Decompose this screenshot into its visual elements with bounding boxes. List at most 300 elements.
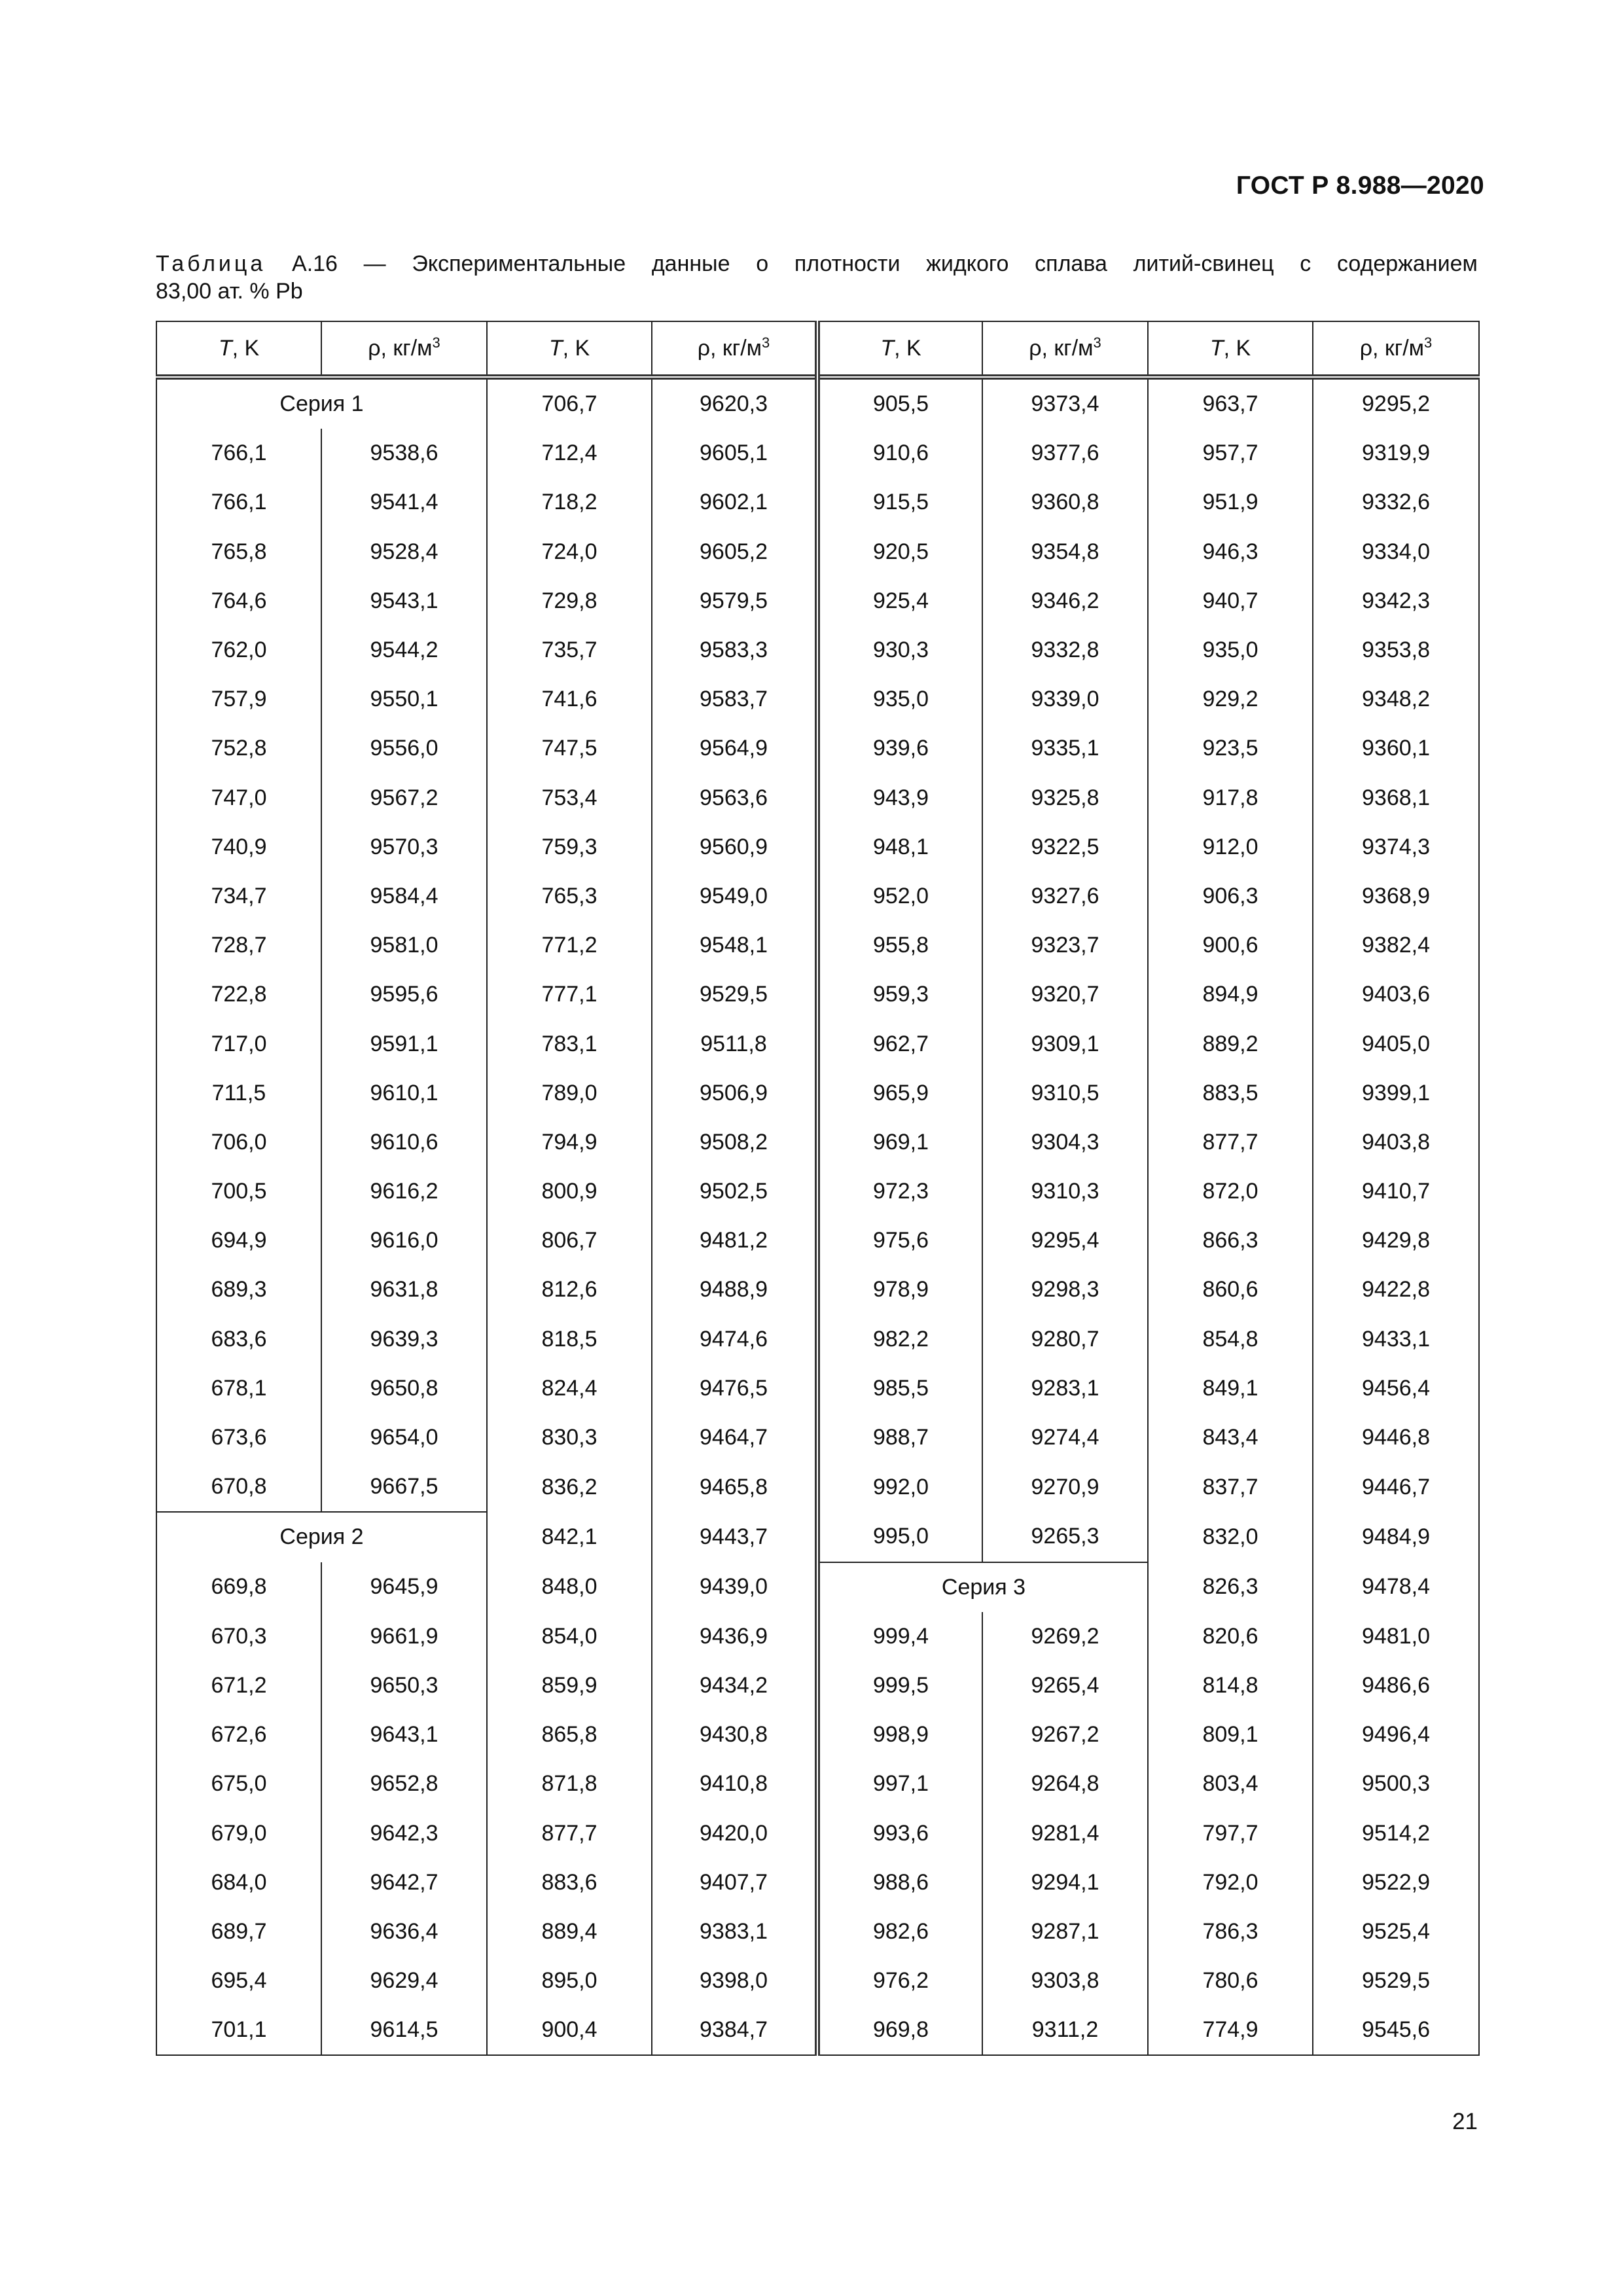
- density-cell: 9654,0: [321, 1413, 487, 1462]
- density-cell: 9591,1: [321, 1019, 487, 1068]
- temperature-cell: 935,0: [1148, 626, 1313, 675]
- temperature-cell: 849,1: [1148, 1364, 1313, 1413]
- density-cell: 9267,2: [982, 1710, 1148, 1759]
- temperature-cell: 912,0: [1148, 823, 1313, 872]
- temperature-cell: 999,4: [817, 1612, 982, 1661]
- temperature-cell: 830,3: [487, 1413, 652, 1462]
- density-cell: 9310,5: [982, 1069, 1148, 1118]
- temperature-cell: 988,6: [817, 1858, 982, 1907]
- density-cell: 9544,2: [321, 626, 487, 675]
- density-cell: 9570,3: [321, 823, 487, 872]
- temperature-cell: 905,5: [817, 377, 982, 429]
- density-cell: 9464,7: [652, 1413, 817, 1462]
- density-cell: 9327,6: [982, 872, 1148, 921]
- temperature-cell: 672,6: [156, 1710, 321, 1759]
- temperature-cell: 995,0: [817, 1512, 982, 1562]
- temperature-cell: 797,7: [1148, 1808, 1313, 1857]
- temperature-cell: 948,1: [817, 823, 982, 872]
- temperature-cell: 997,1: [817, 1759, 982, 1808]
- table-row: [156, 1512, 1479, 1562]
- table-row: [156, 1462, 1479, 1512]
- temperature-cell: 766,1: [156, 429, 321, 478]
- column-header-density: ρ, $кг/м^3$: [652, 321, 817, 377]
- temperature-cell: 679,0: [156, 1808, 321, 1857]
- temperature-cell: 978,9: [817, 1265, 982, 1314]
- temperature-cell: 962,7: [817, 1019, 982, 1068]
- temperature-cell: 952,0: [817, 872, 982, 921]
- series-label: Серия 3: [817, 1562, 1148, 1612]
- temperature-cell: 883,6: [487, 1858, 652, 1907]
- temperature-cell: 969,1: [817, 1118, 982, 1167]
- caption-lead: Таблица: [156, 251, 266, 276]
- page-number: 21: [1452, 2109, 1478, 2134]
- table-row: [156, 429, 1479, 478]
- temperature-cell: 923,5: [1148, 724, 1313, 773]
- column-header-temperature: T, K: [487, 321, 652, 377]
- table-body: [156, 377, 1479, 2055]
- temperature-cell: 985,5: [817, 1364, 982, 1413]
- temperature-cell: 741,6: [487, 675, 652, 724]
- density-cell: 9325,8: [982, 774, 1148, 823]
- temperature-cell: 872,0: [1148, 1167, 1313, 1216]
- density-cell: 9549,0: [652, 872, 817, 921]
- temperature-cell: 836,2: [487, 1462, 652, 1512]
- temperature-cell: 683,6: [156, 1315, 321, 1364]
- temperature-cell: 820,6: [1148, 1612, 1313, 1661]
- density-cell: 9420,0: [652, 1808, 817, 1857]
- temperature-cell: 806,7: [487, 1216, 652, 1265]
- temperature-cell: 895,0: [487, 1956, 652, 2005]
- temperature-cell: 678,1: [156, 1364, 321, 1413]
- density-cell: 9528,4: [321, 528, 487, 577]
- temperature-cell: 752,8: [156, 724, 321, 773]
- table-row: [156, 1562, 1479, 1612]
- temperature-cell: 762,0: [156, 626, 321, 675]
- temperature-cell: 669,8: [156, 1562, 321, 1612]
- temperature-cell: 706,0: [156, 1118, 321, 1167]
- column-header-density: ρ, $кг/м^3$: [321, 321, 487, 377]
- table-row: [156, 1019, 1479, 1068]
- density-cell: 9579,5: [652, 577, 817, 626]
- temperature-cell: 783,1: [487, 1019, 652, 1068]
- caption-word: данные: [651, 251, 730, 276]
- density-cell: 9583,7: [652, 675, 817, 724]
- temperature-cell: 670,8: [156, 1462, 321, 1512]
- density-cell: 9309,1: [982, 1019, 1148, 1068]
- density-cell: 9652,8: [321, 1759, 487, 1808]
- caption-word: литий-свинец: [1133, 251, 1274, 276]
- density-cell: 9478,4: [1313, 1562, 1479, 1612]
- table-row: [156, 1661, 1479, 1710]
- temperature-cell: 900,6: [1148, 921, 1313, 970]
- density-cell: 9474,6: [652, 1315, 817, 1364]
- column-header-density: ρ, $кг/м^3$: [982, 321, 1148, 377]
- temperature-cell: 765,8: [156, 528, 321, 577]
- density-cell: 9481,0: [1313, 1612, 1479, 1661]
- temperature-cell: 837,7: [1148, 1462, 1313, 1512]
- density-cell: 9642,3: [321, 1808, 487, 1857]
- density-cell: 9334,0: [1313, 528, 1479, 577]
- temperature-cell: 955,8: [817, 921, 982, 970]
- density-cell: 9264,8: [982, 1759, 1148, 1808]
- density-cell: 9650,8: [321, 1364, 487, 1413]
- temperature-cell: 728,7: [156, 921, 321, 970]
- density-cell: 9645,9: [321, 1562, 487, 1612]
- table-row: [156, 1265, 1479, 1314]
- density-cell: 9529,5: [1313, 1956, 1479, 2005]
- table-row: [156, 1069, 1479, 1118]
- caption-dash: —: [363, 251, 386, 276]
- temperature-cell: 900,4: [487, 2005, 652, 2055]
- temperature-cell: 675,0: [156, 1759, 321, 1808]
- temperature-cell: 929,2: [1148, 675, 1313, 724]
- caption-line-1: [156, 250, 1478, 278]
- temperature-cell: 757,9: [156, 675, 321, 724]
- density-cell: 9614,5: [321, 2005, 487, 2055]
- density-cell: 9323,7: [982, 921, 1148, 970]
- density-cell: 9377,6: [982, 429, 1148, 478]
- temperature-cell: 972,3: [817, 1167, 982, 1216]
- density-cell: 9298,3: [982, 1265, 1148, 1314]
- density-cell: 9484,9: [1313, 1512, 1479, 1562]
- density-cell: 9446,8: [1313, 1413, 1479, 1462]
- density-cell: 9631,8: [321, 1265, 487, 1314]
- column-header-temperature: T, K: [156, 321, 321, 377]
- temperature-cell: 843,4: [1148, 1413, 1313, 1462]
- temperature-cell: 718,2: [487, 478, 652, 527]
- density-cell: 9368,9: [1313, 872, 1479, 921]
- density-cell: 9508,2: [652, 1118, 817, 1167]
- density-cell: 9399,1: [1313, 1069, 1479, 1118]
- temperature-cell: 988,7: [817, 1413, 982, 1462]
- temperature-cell: 889,2: [1148, 1019, 1313, 1068]
- caption-word: Экспериментальные: [412, 251, 626, 276]
- table-row: [156, 1612, 1479, 1661]
- table-row: [156, 626, 1479, 675]
- temperature-cell: 814,8: [1148, 1661, 1313, 1710]
- density-cell: 9476,5: [652, 1364, 817, 1413]
- temperature-cell: 969,8: [817, 2005, 982, 2055]
- temperature-cell: 812,6: [487, 1265, 652, 1314]
- density-cell: 9295,4: [982, 1216, 1148, 1265]
- caption-line-2: 83,00 ат. % Pb: [156, 279, 303, 304]
- density-cell: 9456,4: [1313, 1364, 1479, 1413]
- column-header-density: ρ, $кг/м^3$: [1313, 321, 1479, 377]
- density-cell: 9332,6: [1313, 478, 1479, 527]
- temperature-cell: 860,6: [1148, 1265, 1313, 1314]
- temperature-cell: 826,3: [1148, 1562, 1313, 1612]
- density-cell: 9584,4: [321, 872, 487, 921]
- temperature-cell: 824,4: [487, 1364, 652, 1413]
- density-cell: 9602,1: [652, 478, 817, 527]
- density-data-table: [156, 321, 1480, 2056]
- temperature-cell: 695,4: [156, 1956, 321, 2005]
- document-code: ГОСТ Р 8.988—2020: [1236, 171, 1484, 200]
- temperature-cell: 894,9: [1148, 970, 1313, 1019]
- temperature-cell: 883,5: [1148, 1069, 1313, 1118]
- density-cell: 9360,1: [1313, 724, 1479, 773]
- table-row: [156, 1118, 1479, 1167]
- density-cell: 9522,9: [1313, 1858, 1479, 1907]
- temperature-cell: 722,8: [156, 970, 321, 1019]
- temperature-cell: 684,0: [156, 1858, 321, 1907]
- density-cell: 9353,8: [1313, 626, 1479, 675]
- density-cell: 9374,3: [1313, 823, 1479, 872]
- density-cell: 9525,4: [1313, 1907, 1479, 1956]
- density-cell: 9433,1: [1313, 1315, 1479, 1364]
- temperature-cell: 777,1: [487, 970, 652, 1019]
- temperature-cell: 764,6: [156, 577, 321, 626]
- density-cell: 9502,5: [652, 1167, 817, 1216]
- table-row: [156, 921, 1479, 970]
- density-cell: 9610,1: [321, 1069, 487, 1118]
- density-cell: 9410,7: [1313, 1167, 1479, 1216]
- temperature-cell: 832,0: [1148, 1512, 1313, 1562]
- temperature-cell: 712,4: [487, 429, 652, 478]
- table-row: [156, 1413, 1479, 1462]
- density-cell: 9543,1: [321, 577, 487, 626]
- temperature-cell: 920,5: [817, 528, 982, 577]
- density-cell: 9443,7: [652, 1512, 817, 1562]
- temperature-cell: 800,9: [487, 1167, 652, 1216]
- temperature-cell: 729,8: [487, 577, 652, 626]
- density-cell: 9373,4: [982, 377, 1148, 429]
- table-row: [156, 1710, 1479, 1759]
- temperature-cell: 975,6: [817, 1216, 982, 1265]
- temperature-cell: 859,9: [487, 1661, 652, 1710]
- temperature-cell: 930,3: [817, 626, 982, 675]
- table-row: [156, 1167, 1479, 1216]
- density-cell: 9265,4: [982, 1661, 1148, 1710]
- density-cell: 9610,6: [321, 1118, 487, 1167]
- density-cell: 9567,2: [321, 774, 487, 823]
- temperature-cell: 780,6: [1148, 1956, 1313, 2005]
- density-cell: 9384,7: [652, 2005, 817, 2055]
- temperature-cell: 999,5: [817, 1661, 982, 1710]
- temperature-cell: 865,8: [487, 1710, 652, 1759]
- temperature-cell: 910,6: [817, 429, 982, 478]
- table-row: [156, 675, 1479, 724]
- table-row: [156, 774, 1479, 823]
- density-cell: 9283,1: [982, 1364, 1148, 1413]
- density-cell: 9629,4: [321, 1956, 487, 2005]
- density-cell: 9667,5: [321, 1462, 487, 1512]
- density-cell: 9560,9: [652, 823, 817, 872]
- density-cell: 9360,8: [982, 478, 1148, 527]
- temperature-cell: 963,7: [1148, 377, 1313, 429]
- temperature-cell: 711,5: [156, 1069, 321, 1118]
- density-cell: 9269,2: [982, 1612, 1148, 1661]
- temperature-cell: 753,4: [487, 774, 652, 823]
- density-cell: 9304,3: [982, 1118, 1148, 1167]
- temperature-cell: 935,0: [817, 675, 982, 724]
- temperature-cell: 670,3: [156, 1612, 321, 1661]
- density-cell: 9270,9: [982, 1462, 1148, 1512]
- temperature-cell: 809,1: [1148, 1710, 1313, 1759]
- density-cell: 9506,9: [652, 1069, 817, 1118]
- series-label: Серия 2: [156, 1512, 487, 1562]
- density-cell: 9496,4: [1313, 1710, 1479, 1759]
- temperature-cell: 717,0: [156, 1019, 321, 1068]
- density-cell: 9407,7: [652, 1858, 817, 1907]
- caption-word: о: [756, 251, 769, 276]
- density-cell: 9303,8: [982, 1956, 1148, 2005]
- density-cell: 9541,4: [321, 478, 487, 527]
- density-cell: 9280,7: [982, 1315, 1148, 1364]
- temperature-cell: 866,3: [1148, 1216, 1313, 1265]
- table-row: [156, 970, 1479, 1019]
- table-caption: [156, 250, 1478, 305]
- temperature-cell: 724,0: [487, 528, 652, 577]
- table-row: [156, 823, 1479, 872]
- table-row: [156, 1956, 1479, 2005]
- temperature-cell: 982,2: [817, 1315, 982, 1364]
- caption-word: содержанием: [1336, 251, 1478, 276]
- header-row: [156, 321, 1479, 377]
- density-cell: 9538,6: [321, 429, 487, 478]
- table-row: [156, 1216, 1479, 1265]
- density-cell: 9295,2: [1313, 377, 1479, 429]
- temperature-cell: 735,7: [487, 626, 652, 675]
- column-header-temperature: T, K: [1148, 321, 1313, 377]
- density-cell: 9550,1: [321, 675, 487, 724]
- temperature-cell: 818,5: [487, 1315, 652, 1364]
- density-cell: 9430,8: [652, 1710, 817, 1759]
- temperature-cell: 940,7: [1148, 577, 1313, 626]
- density-cell: 9322,5: [982, 823, 1148, 872]
- density-cell: 9564,9: [652, 724, 817, 773]
- density-cell: 9643,1: [321, 1710, 487, 1759]
- temperature-cell: 993,6: [817, 1808, 982, 1857]
- density-cell: 9265,3: [982, 1512, 1148, 1562]
- density-cell: 9339,0: [982, 675, 1148, 724]
- temperature-cell: 854,0: [487, 1612, 652, 1661]
- temperature-cell: 771,2: [487, 921, 652, 970]
- density-cell: 9556,0: [321, 724, 487, 773]
- density-cell: 9342,3: [1313, 577, 1479, 626]
- temperature-cell: 939,6: [817, 724, 982, 773]
- table-row: [156, 1907, 1479, 1956]
- density-cell: 9446,7: [1313, 1462, 1479, 1512]
- table-row: [156, 1858, 1479, 1907]
- density-cell: 9354,8: [982, 528, 1148, 577]
- density-cell: 9548,1: [652, 921, 817, 970]
- temperature-cell: 706,7: [487, 377, 652, 429]
- temperature-cell: 792,0: [1148, 1858, 1313, 1907]
- table-row: [156, 724, 1479, 773]
- table-row: [156, 577, 1479, 626]
- temperature-cell: 946,3: [1148, 528, 1313, 577]
- temperature-cell: 906,3: [1148, 872, 1313, 921]
- density-cell: 9383,1: [652, 1907, 817, 1956]
- temperature-cell: 673,6: [156, 1413, 321, 1462]
- temperature-cell: 689,7: [156, 1907, 321, 1956]
- density-cell: 9488,9: [652, 1265, 817, 1314]
- table-row: [156, 528, 1479, 577]
- temperature-cell: 854,8: [1148, 1315, 1313, 1364]
- density-cell: 9398,0: [652, 1956, 817, 2005]
- temperature-cell: 774,9: [1148, 2005, 1313, 2055]
- temperature-cell: 925,4: [817, 577, 982, 626]
- density-cell: 9605,2: [652, 528, 817, 577]
- density-cell: 9465,8: [652, 1462, 817, 1512]
- density-cell: 9287,1: [982, 1907, 1148, 1956]
- density-cell: 9486,6: [1313, 1661, 1479, 1710]
- table-row: [156, 1315, 1479, 1364]
- temperature-cell: 700,5: [156, 1167, 321, 1216]
- temperature-cell: 959,3: [817, 970, 982, 1019]
- temperature-cell: 765,3: [487, 872, 652, 921]
- temperature-cell: 982,6: [817, 1907, 982, 1956]
- temperature-cell: 671,2: [156, 1661, 321, 1710]
- temperature-cell: 789,0: [487, 1069, 652, 1118]
- caption-word: жидкого: [926, 251, 1009, 276]
- temperature-cell: 694,9: [156, 1216, 321, 1265]
- temperature-cell: 917,8: [1148, 774, 1313, 823]
- density-cell: 9616,0: [321, 1216, 487, 1265]
- density-cell: 9636,4: [321, 1907, 487, 1956]
- density-cell: 9346,2: [982, 577, 1148, 626]
- density-cell: 9650,3: [321, 1661, 487, 1710]
- density-cell: 9368,1: [1313, 774, 1479, 823]
- density-cell: 9595,6: [321, 970, 487, 1019]
- temperature-cell: 786,3: [1148, 1907, 1313, 1956]
- density-cell: 9581,0: [321, 921, 487, 970]
- column-header-temperature: T, K: [817, 321, 982, 377]
- temperature-cell: 842,1: [487, 1512, 652, 1562]
- density-cell: 9410,8: [652, 1759, 817, 1808]
- density-cell: 9563,6: [652, 774, 817, 823]
- temperature-cell: 689,3: [156, 1265, 321, 1314]
- temperature-cell: 848,0: [487, 1562, 652, 1612]
- table-row: [156, 478, 1479, 527]
- density-cell: 9310,3: [982, 1167, 1148, 1216]
- temperature-cell: 992,0: [817, 1462, 982, 1512]
- table-row: [156, 377, 1479, 429]
- density-cell: 9514,2: [1313, 1808, 1479, 1857]
- density-cell: 9429,8: [1313, 1216, 1479, 1265]
- temperature-cell: 877,7: [1148, 1118, 1313, 1167]
- caption-word: с: [1300, 251, 1311, 276]
- density-cell: 9319,9: [1313, 429, 1479, 478]
- density-cell: 9332,8: [982, 626, 1148, 675]
- temperature-cell: 943,9: [817, 774, 982, 823]
- temperature-cell: 965,9: [817, 1069, 982, 1118]
- temperature-cell: 794,9: [487, 1118, 652, 1167]
- density-cell: 9348,2: [1313, 675, 1479, 724]
- density-cell: 9605,1: [652, 429, 817, 478]
- temperature-cell: 803,4: [1148, 1759, 1313, 1808]
- temperature-cell: 759,3: [487, 823, 652, 872]
- temperature-cell: 747,5: [487, 724, 652, 773]
- caption-word: плотности: [794, 251, 901, 276]
- density-cell: 9403,8: [1313, 1118, 1479, 1167]
- series-label: Серия 1: [156, 377, 487, 429]
- table-row: [156, 1364, 1479, 1413]
- density-cell: 9434,2: [652, 1661, 817, 1710]
- temperature-cell: 740,9: [156, 823, 321, 872]
- density-cell: 9405,0: [1313, 1019, 1479, 1068]
- density-cell: 9545,6: [1313, 2005, 1479, 2055]
- density-cell: 9436,9: [652, 1612, 817, 1661]
- density-cell: 9281,4: [982, 1808, 1148, 1857]
- temperature-cell: 951,9: [1148, 478, 1313, 527]
- table-row: [156, 1808, 1479, 1857]
- table-row: [156, 1759, 1479, 1808]
- density-cell: 9294,1: [982, 1858, 1148, 1907]
- table-row: [156, 872, 1479, 921]
- density-cell: 9274,4: [982, 1413, 1148, 1462]
